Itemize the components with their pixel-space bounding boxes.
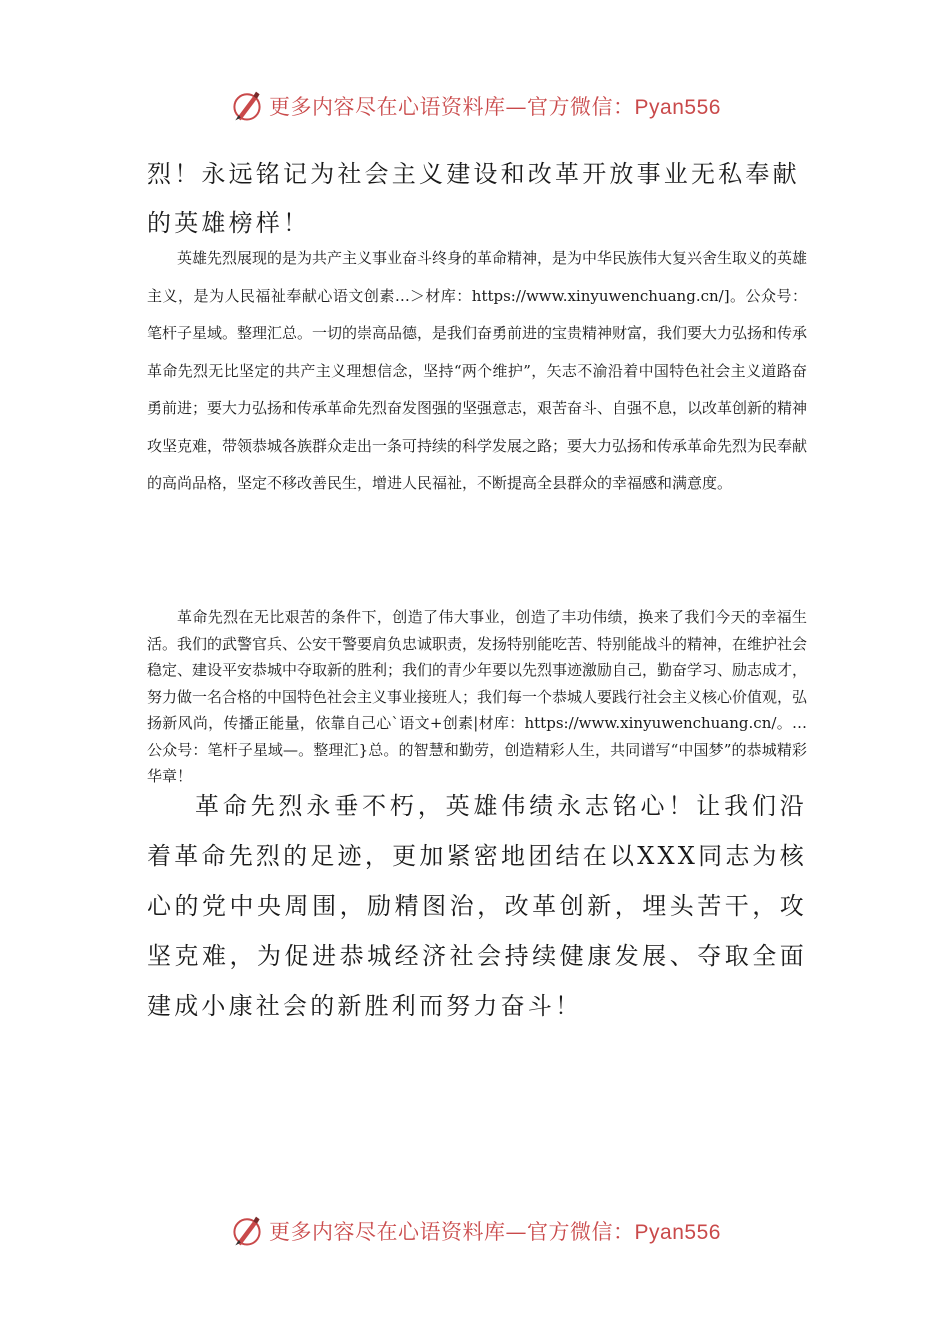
- footer-banner: [0, 1209, 950, 1253]
- paragraph-heroes-spirit: [147, 240, 807, 503]
- pen-circle-logo-icon: [229, 88, 265, 124]
- paragraph-1: 烈！永远铭记为社会主义建设和改革开放事业无私奉献的英雄榜样！: [147, 160, 800, 237]
- paragraph-closing-line: [147, 150, 807, 248]
- footer-text-cn: 更多内容尽在心语资料库—官方微信：: [269, 1220, 635, 1244]
- header-wechat-id: Pyan556: [634, 96, 721, 119]
- footer-wechat-id: Pyan556: [634, 1221, 721, 1244]
- footer-text: [269, 1216, 721, 1246]
- paragraph-2: 英雄先烈展现的是为共产主义事业奋斗终身的革命精神，是为中华民族伟大复兴舍生取义的英雄主义，是为人民福祉奉献心语文创素…＞材库：https://www.xinyuwenchuang.cn/]。公众号：笔杆子星域。整理汇总。一切的崇高品德，是我们奋勇前进的宝贵精神财富，我们要大力弘扬和传承革命先烈无比坚定的共产主义理想信念，坚持“两个维护”，矢志不渝沿着中国特色社会主义道路奋勇前进；要大力弘扬和传承革命先烈奋发图强的坚强意志，艰苦奋斗、自强不息，以改革创新的精神攻坚克难，带领恭城各族群众走出一条可持续的科学发展之路；要大力弘扬和传承革命先烈为民奉献的高尚品格，坚定不移改善民生，增进人民福祉，不断提高全县群众的幸福感和满意度。: [147, 249, 808, 492]
- paragraph-conclusion: [147, 781, 807, 1031]
- pen-circle-logo-icon-footer: [229, 1213, 265, 1249]
- paragraph-3: 革命先烈在无比艰苦的条件下，创造了伟大事业，创造了丰功伟绩，换来了我们今天的幸福生活。我们的武警官兵、公安干警要肩负忠诚职责，发扬特别能吃苦、特别能战斗的精神，在维护社会稳定、建设平安恭城中夺取新的胜利；我们的青少年要以先烈事迹激励自己，勤奋学习、励志成才，努力做一名合格的中国特色社会主义事业接班人；我们每一个恭城人要践行社会主义核心价值观，弘扬新风尚，传播正能量，依靠自己心`语文+创素|材库：https://www.xinyuwenchuang.cn/。…公众号：笔杆子星域—。整理汇}总。的智慧和勤劳，创造精彩人生，共同谱写“中国梦”的恭城精彩华章！: [147, 608, 808, 785]
- paragraph-4: 革命先烈永垂不朽，英雄伟绩永志铭心！让我们沿着革命先烈的足迹，更加紧密地团结在以XXX同志为核心的党中央周围，励精图治，改革创新，埋头苦干，攻坚克难，为促进恭城经济社会持续健康发展、夺取全面建成小康社会的新胜利而努力奋斗！: [147, 792, 807, 1020]
- paragraph-martyrs-creation: [147, 604, 807, 790]
- header-banner: [0, 84, 950, 128]
- header-text: [269, 91, 721, 121]
- header-text-cn: 更多内容尽在心语资料库—官方微信：: [269, 95, 635, 119]
